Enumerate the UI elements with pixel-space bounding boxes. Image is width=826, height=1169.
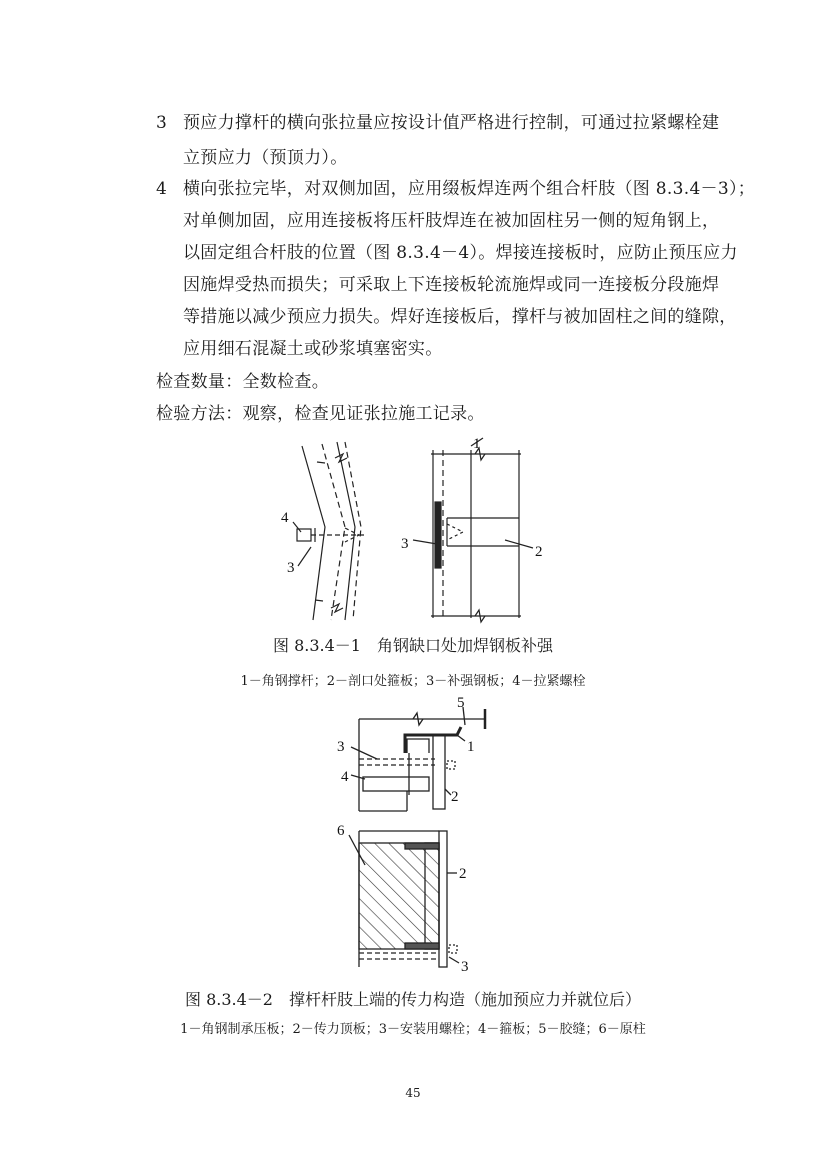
- figure-1-callout: 3: [401, 536, 409, 552]
- paragraph-line: 对单侧加固，应用连接板将压杆肢焊连在被加固柱另一侧的短角钢上，: [183, 211, 720, 231]
- figure-1-legend: 1－角钢撑杆；2－剖口处箍板；3－补强钢板；4－拉紧螺栓: [240, 674, 586, 689]
- figure-2-callout: 5: [457, 695, 465, 711]
- page-number: 45: [405, 1086, 421, 1100]
- paragraph-line: 预应力撑杆的横向张拉量应按设计值严格进行控制，可通过拉紧螺栓建: [183, 113, 720, 133]
- paragraph-line: 因施焊受热而损失；可采取上下连接板轮流施焊或同一连接板分段施焊: [183, 275, 720, 295]
- item-number: 3: [156, 113, 167, 133]
- figure-1-drawing: [275, 432, 575, 622]
- figure-2-callout: 3: [461, 959, 469, 975]
- figure-1-callout: 3: [287, 560, 295, 576]
- figure-2-callout: 3: [337, 739, 345, 755]
- figure-2-drawing: [325, 695, 525, 975]
- check-method: 检验方法：观察，检查见证张拉施工记录。: [156, 404, 485, 424]
- item-number: 4: [156, 179, 167, 199]
- figure-2-callout: 2: [459, 866, 467, 882]
- paragraph-line: 等措施以减少预应力损失。焊好连接板后，撑杆与被加固柱之间的缝隙，: [183, 307, 737, 327]
- figure-2-callout: 2: [451, 789, 459, 805]
- figure-2-legend: 1－角钢制承压板；2－传力顶板；3－安装用螺栓；4－箍板；5－胶缝；6－原柱: [180, 1022, 646, 1037]
- figure-1-callout: 1: [473, 436, 481, 452]
- figure-2-callout: 4: [341, 769, 349, 785]
- figure-1-callout: 4: [281, 510, 289, 526]
- check-quantity: 检查数量：全数检查。: [156, 372, 329, 392]
- paragraph-line: 以固定组合杆肢的位置（图 8.3.4－4）。焊接连接板时，应防止预压应力: [183, 243, 738, 263]
- paragraph-line: 横向张拉完毕，对双侧加固，应用缀板焊连两个组合杆肢（图 8.3.4－3）；: [183, 179, 756, 199]
- figure-2-caption: 图 8.3.4－2 撑杆杆肢上端的传力构造（施加预应力并就位后）: [185, 990, 641, 1009]
- figure-1-callout: 2: [535, 544, 543, 560]
- figure-2-callout: 1: [467, 739, 475, 755]
- figure-1-caption: 图 8.3.4－1 角钢缺口处加焊钢板补强: [273, 636, 553, 655]
- figure-2-callout: 6: [337, 823, 345, 839]
- paragraph-line: 立预应力（预顶力）。: [183, 148, 348, 168]
- paragraph-line: 应用细石混凝土或砂浆填塞密实。: [183, 339, 443, 359]
